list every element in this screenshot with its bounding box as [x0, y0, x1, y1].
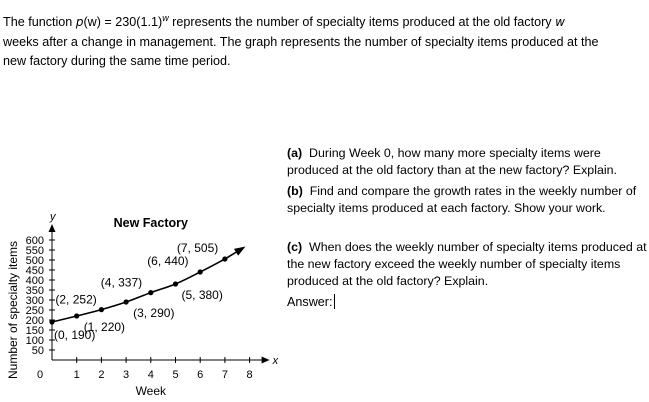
y-tick-label: 100 [25, 335, 44, 347]
y-tick-label: 200 [25, 315, 44, 327]
x-axis-title: Week [135, 384, 167, 398]
problem-intro [3, 9, 643, 72]
y-tick-label: 500 [25, 255, 44, 267]
y-tick-label: 300 [25, 295, 44, 307]
data-point-label: (7, 505) [176, 241, 219, 255]
x-tick-label: 7 [221, 369, 228, 381]
y-tick-label: 50 [31, 345, 44, 357]
question-b-label: (b) [287, 184, 303, 198]
intro-line-3: new factory during the same time period. [3, 54, 231, 69]
data-point-label: (0, 190) [54, 328, 96, 342]
answer-area [287, 294, 337, 309]
data-point [148, 290, 153, 295]
question-a-text: During Week 0, how many more specialty items were produced at the old factory than at the new factory? Explain. [287, 146, 617, 177]
data-point [222, 256, 227, 261]
data-point-label: (2, 252) [55, 292, 97, 307]
question-b [287, 183, 647, 217]
y-tick-label: 250 [25, 305, 44, 317]
curve-arrow [234, 247, 245, 256]
data-point [99, 307, 104, 312]
function-exponent: w [162, 13, 169, 23]
question-b-text: Find and compare the growth rates in the weekly number of specialty items produced at each factory. Show your work. [287, 184, 637, 215]
function-name: p [75, 15, 84, 30]
y-tick-label: 350 [25, 285, 44, 297]
x-tick-label: 4 [147, 369, 154, 381]
x-tick-label: 3 [123, 369, 130, 381]
new-factory-chart [0, 90, 285, 402]
x-axis-arrow [262, 357, 270, 364]
intro-line-1 [3, 9, 643, 33]
data-point [74, 313, 79, 318]
y-tick-label: 150 [25, 325, 44, 337]
data-point [173, 281, 178, 286]
y-tick-label: 600 [25, 235, 44, 247]
question-a-label: (a) [287, 146, 303, 160]
question-c-label: (c) [287, 240, 303, 254]
data-point-label: (1, 220) [83, 320, 126, 334]
x-tick-label: 2 [98, 369, 105, 381]
answer-label: Answer: [287, 295, 333, 309]
chart-title: New Factory [113, 216, 188, 230]
data-point-label: (6, 440) [147, 254, 189, 268]
x-tick-label: 8 [246, 369, 253, 381]
data-point [198, 269, 203, 274]
question-c [287, 239, 647, 290]
data-point [124, 299, 129, 304]
y-axis-arrow [49, 224, 56, 232]
y-axis-letter: y [50, 211, 56, 223]
x-tick-label: 6 [197, 369, 204, 381]
x-axis-letter: x [272, 355, 279, 367]
intro-text-a: The function [3, 15, 76, 30]
x-tick-label: 0 [36, 369, 44, 381]
question-a [287, 145, 647, 179]
intro-line-2: weeks after a change in management. The graph represents the number of specialty items produced at the [3, 34, 599, 49]
x-tick-label: 1 [73, 369, 80, 381]
question-c-text: When does the weekly number of specialty items produced at the new factory exceed the weekly number of specialty items produced at the old factory? Explain. [287, 240, 647, 288]
y-tick-label: 450 [25, 265, 44, 277]
data-point [49, 319, 54, 324]
y-tick-label: 400 [25, 275, 44, 287]
data-point-label: (4, 337) [100, 275, 143, 290]
x-tick-label: 5 [172, 369, 179, 381]
variable-w: w [555, 15, 565, 30]
answer-input[interactable] [334, 294, 337, 309]
data-point-label: (5, 380) [181, 288, 223, 302]
function-equation: = 230(1.1) [100, 15, 163, 30]
y-tick-label: 550 [25, 245, 44, 257]
data-point-label: (3, 290) [133, 306, 175, 320]
y-axis-title: Number of specialty items [6, 240, 20, 380]
intro-text-b: represents the number of specialty items produced at the old factory [168, 15, 556, 30]
function-arg: (w) [83, 15, 101, 30]
